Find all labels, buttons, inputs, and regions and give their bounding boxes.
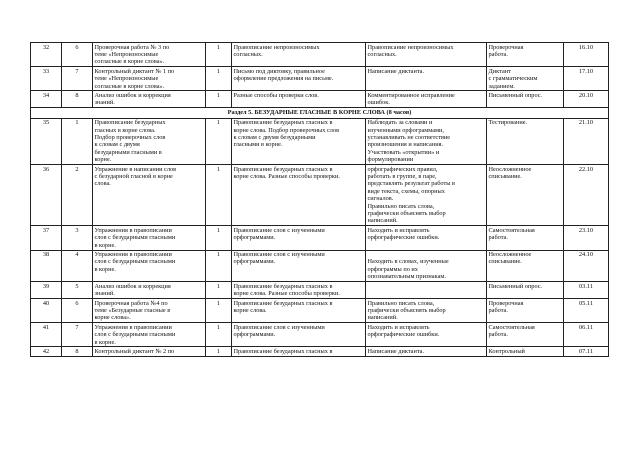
date-cell: 03.11 — [564, 282, 609, 299]
cell-line: Самостоятельная — [488, 323, 535, 331]
table-row — [31, 43, 609, 67]
date-cell: 21.10 — [564, 118, 609, 164]
cell-line: Контрольный диктант № 2 по — [94, 347, 175, 355]
cell-line: Контрольный — [488, 347, 525, 355]
lesson-topic-cell — [93, 43, 206, 67]
cell-line: орфограммами. — [233, 331, 276, 339]
lesson-topic-cell — [93, 347, 206, 356]
activity-cell — [366, 67, 487, 91]
cell-line: Правописание безударных — [94, 119, 166, 127]
cell-line: корне слова». — [94, 314, 131, 322]
lesson-number-cell: 6 — [62, 299, 93, 323]
cell-line: Участвовать «открытии» и — [367, 148, 440, 156]
cell-line: слов с безударными гласными — [94, 234, 176, 242]
cell-line: теме «Непроизносимые — [94, 50, 159, 58]
content-cell — [232, 347, 366, 356]
cell-line: с безударной гласной в корне — [94, 173, 173, 180]
lesson-number-cell: 7 — [62, 67, 93, 91]
lesson-number-cell: 1 — [62, 118, 93, 164]
row-number-cell: 39 — [31, 282, 62, 299]
cell-line: согласные в корне слова». — [94, 58, 165, 66]
cell-line: Проверочная — [488, 43, 524, 51]
row-number-cell: 42 — [31, 347, 62, 356]
cell-line: Анализ ошибок и коррекция — [94, 282, 171, 290]
cell-line: слова. — [94, 180, 111, 188]
row-number-cell: 32 — [31, 43, 62, 67]
cell-line: Наблюдать за словами и — [367, 119, 433, 127]
row-number-cell: 37 — [31, 226, 62, 250]
content-cell — [232, 226, 366, 250]
hours-cell: 1 — [206, 43, 232, 67]
section-header-body — [31, 108, 609, 118]
hours-cell: 1 — [206, 118, 232, 164]
content-cell — [232, 299, 366, 323]
table-row — [31, 250, 609, 282]
cell-line: с грамматическим — [488, 75, 538, 83]
hours-cell: 1 — [206, 299, 232, 323]
date-cell: 17.10 — [564, 67, 609, 91]
cell-line: согласные в корне слова». — [94, 82, 165, 90]
activity-cell — [366, 91, 487, 108]
control-type-cell — [487, 43, 564, 67]
cell-line: орфограммы по их — [367, 265, 418, 273]
control-type-cell — [487, 250, 564, 282]
cell-line: к словам с двумя безударными — [233, 133, 316, 141]
date-cell: 22.10 — [564, 165, 609, 226]
row-number-cell: 41 — [31, 323, 62, 347]
date-cell: 06.11 — [564, 323, 609, 347]
control-type-cell — [487, 226, 564, 250]
lesson-topic-cell — [93, 299, 206, 323]
hours-cell: 1 — [206, 165, 232, 226]
row-number-cell: 34 — [31, 91, 62, 108]
cell-line: Разные способы проверки слов. — [233, 91, 319, 99]
cell-line: слов с безударными гласными — [94, 331, 176, 339]
cell-line: Неосложненное — [488, 251, 532, 259]
cell-line: теме «Непроизносимые — [94, 75, 159, 83]
control-type-cell — [487, 347, 564, 356]
cell-line: Диктант — [488, 67, 511, 75]
date-cell: 20.10 — [564, 91, 609, 108]
cell-line: Правописание безударных гласных в — [233, 299, 333, 307]
cell-line: написаний. — [367, 314, 398, 322]
cell-line: заданием. — [488, 82, 515, 90]
cell-line: корне. — [94, 156, 112, 164]
cell-line: опознавательным признакам. — [367, 273, 446, 281]
cell-line: Неосложненное — [488, 165, 532, 173]
cell-line: орфографических правил, — [367, 165, 438, 173]
cell-line: Проверочная — [488, 299, 524, 307]
cell-line: Правописание безударных гласных в — [233, 282, 333, 290]
content-cell — [232, 118, 366, 164]
cell-line: Комментированное исправление — [367, 91, 455, 99]
table-row — [31, 118, 609, 164]
cell-line: орфограммами. — [233, 234, 276, 242]
lesson-number-cell: 2 — [62, 165, 93, 226]
cell-line: Проверочная работа № 3 по — [94, 43, 170, 51]
control-type-cell — [487, 323, 564, 347]
table-row — [31, 347, 609, 356]
activity-cell — [366, 43, 487, 67]
hours-cell: 1 — [206, 250, 232, 282]
cell-line: орфографические ошибки. — [367, 234, 440, 242]
cell-line: работа. — [488, 234, 508, 242]
cell-line: Упражнения в правописании — [94, 251, 172, 259]
lesson-plan-table — [30, 42, 609, 357]
lesson-topic-cell — [93, 118, 206, 164]
cell-line: изученными орфограммами, — [367, 126, 444, 134]
section-title: Раздел 5. БЕЗУДАРНЫЕ ГЛАСНЫЕ В КОРНЕ СЛОВА (8 часов) — [31, 108, 609, 118]
cell-line: Находить и исправлять — [367, 323, 430, 331]
cell-line: произношения и написания. — [367, 141, 444, 149]
cell-line: в корне. — [94, 265, 116, 273]
cell-line: Правописание безударных гласных в — [233, 119, 333, 127]
cell-line: работа. — [488, 50, 508, 58]
cell-line: представлять результат работы в — [367, 180, 456, 188]
content-cell — [232, 91, 366, 108]
cell-line: слов с безударными гласными — [94, 258, 176, 266]
activity-cell — [366, 347, 487, 356]
cell-line: согласных. — [233, 50, 263, 58]
cell-line: Правописание слов с изученными — [233, 323, 325, 331]
cell-line: орфограммами. — [233, 258, 276, 266]
cell-line: устанавливать не соответствие — [367, 133, 451, 141]
cell-line: к словам с двумя — [94, 141, 140, 149]
cell-line: Написание диктанта. — [367, 67, 425, 75]
cell-line: Письмо под диктовку, правильное — [233, 67, 325, 75]
cell-line — [368, 251, 485, 258]
lesson-number-cell: 3 — [62, 226, 93, 250]
cell-line: списывание. — [488, 173, 522, 180]
cell-line: в корне. — [94, 338, 116, 346]
cell-line: Упражнения в правописании — [94, 226, 172, 234]
hours-cell: 1 — [206, 67, 232, 91]
cell-line: Правильно писать слова, — [367, 299, 435, 307]
activity-cell — [366, 299, 487, 323]
cell-line: Анализ ошибок и коррекция — [94, 91, 171, 99]
table-row — [31, 165, 609, 226]
activity-cell — [366, 282, 487, 299]
cell-line: Правописание непроизносимых — [233, 43, 320, 51]
control-type-cell — [487, 299, 564, 323]
lesson-topic-cell — [93, 91, 206, 108]
table-row — [31, 299, 609, 323]
hours-cell: 1 — [206, 347, 232, 356]
content-cell — [232, 43, 366, 67]
row-number-cell: 33 — [31, 67, 62, 91]
row-number-cell: 36 — [31, 165, 62, 226]
date-cell: 07.11 — [564, 347, 609, 356]
cell-line: Подбор проверочных слов — [94, 133, 166, 141]
cell-line: виде текста, схемы, опорных — [367, 187, 445, 195]
content-cell — [232, 67, 366, 91]
lesson-topic-cell — [93, 250, 206, 282]
control-type-cell — [487, 165, 564, 226]
date-cell: 23.10 — [564, 226, 609, 250]
content-cell — [232, 250, 366, 282]
lesson-topic-cell — [93, 282, 206, 299]
table-body-after — [31, 118, 609, 356]
lesson-topic-cell — [93, 67, 206, 91]
lesson-number-cell: 7 — [62, 323, 93, 347]
table-row — [31, 282, 609, 299]
cell-line: Правописание слов с изученными — [233, 226, 325, 234]
control-type-cell — [487, 118, 564, 164]
cell-line: корне слова. Разные способы проверки. — [233, 173, 340, 180]
cell-line: Упражнение в написании слов — [94, 165, 177, 173]
activity-cell — [366, 226, 487, 250]
cell-line: корне слова. Подбор проверочных слов — [233, 126, 340, 134]
cell-line: сигналов. — [367, 195, 394, 203]
control-type-cell — [487, 91, 564, 108]
hours-cell: 1 — [206, 282, 232, 299]
content-cell — [232, 282, 366, 299]
lesson-number-cell: 8 — [62, 91, 93, 108]
cell-line: Правописание непроизносимых — [367, 43, 454, 51]
row-number-cell: 40 — [31, 299, 62, 323]
lesson-topic-cell — [93, 165, 206, 226]
activity-cell — [366, 118, 487, 164]
cell-line: Находить в словах, изученные — [367, 258, 449, 266]
cell-line: списывание. — [488, 258, 522, 266]
table-body-before — [31, 43, 609, 108]
row-number-cell: 35 — [31, 118, 62, 164]
cell-line: Упражнения в правописании — [94, 323, 172, 331]
control-type-cell — [487, 67, 564, 91]
table-row — [31, 226, 609, 250]
table-row — [31, 323, 609, 347]
cell-line: Правописание слов с изученными — [233, 251, 325, 259]
cell-line: Правописание безударных гласных в — [233, 347, 333, 355]
table-row — [31, 91, 609, 108]
cell-line: Находить и исправлять — [367, 226, 430, 234]
lesson-number-cell: 4 — [62, 250, 93, 282]
row-number-cell: 38 — [31, 250, 62, 282]
cell-line: ошибок. — [367, 99, 390, 107]
cell-line: формулировании — [367, 156, 414, 164]
activity-cell — [366, 323, 487, 347]
cell-line: Правильно писать слова, — [367, 202, 435, 210]
hours-cell: 1 — [206, 91, 232, 108]
cell-line: безударными гласными в — [94, 148, 162, 156]
cell-line: знаний. — [94, 290, 115, 298]
hours-cell: 1 — [206, 226, 232, 250]
cell-line: работать в группе, в паре, — [367, 173, 437, 180]
cell-line: гласных в корне слова. — [94, 126, 156, 134]
cell-line: Письменный опрос. — [488, 91, 543, 99]
cell-line: Тестирование. — [488, 119, 528, 127]
cell-line: оформление предложения на письме. — [233, 75, 334, 83]
cell-line: теме «Безударные гласные в — [94, 306, 171, 314]
cell-line: в корне. — [94, 241, 116, 249]
cell-line: графически объяснять выбор — [367, 306, 446, 314]
cell-line: графически объяснять выбор — [367, 210, 446, 218]
cell-line: корне слова. Разные способы проверки. — [233, 290, 340, 298]
cell-line: Правописание безударных гласных в — [233, 165, 333, 173]
date-cell: 24.10 — [564, 250, 609, 282]
cell-line: Написание диктанта. — [367, 347, 425, 355]
cell-line: знаний. — [94, 99, 115, 107]
table-row — [31, 67, 609, 91]
cell-line: орфографические ошибки. — [367, 331, 440, 339]
section-header-row — [31, 108, 609, 118]
cell-line: согласных. — [367, 50, 397, 58]
lesson-number-cell: 5 — [62, 282, 93, 299]
content-cell — [232, 165, 366, 226]
hours-cell: 1 — [206, 323, 232, 347]
activity-cell — [366, 250, 487, 282]
cell-line: Проверочная работа №4 по — [94, 299, 168, 307]
content-cell — [232, 323, 366, 347]
cell-line: Контрольный диктант № 1 по — [94, 67, 175, 75]
lesson-topic-cell — [93, 226, 206, 250]
activity-cell — [366, 165, 487, 226]
lesson-number-cell: 6 — [62, 43, 93, 67]
lesson-number-cell: 8 — [62, 347, 93, 356]
lesson-topic-cell — [93, 323, 206, 347]
cell-line: гласными в корне. — [233, 141, 283, 149]
cell-line: Самостоятельная — [488, 226, 535, 234]
cell-line: работа. — [488, 306, 508, 314]
cell-line: написаний. — [367, 217, 398, 225]
cell-line: работа. — [488, 331, 508, 339]
cell-line: Письменный опрос. — [488, 282, 543, 290]
date-cell: 05.11 — [564, 299, 609, 323]
cell-line: корне слова. — [233, 306, 267, 314]
date-cell: 16.10 — [564, 43, 609, 67]
control-type-cell — [487, 282, 564, 299]
